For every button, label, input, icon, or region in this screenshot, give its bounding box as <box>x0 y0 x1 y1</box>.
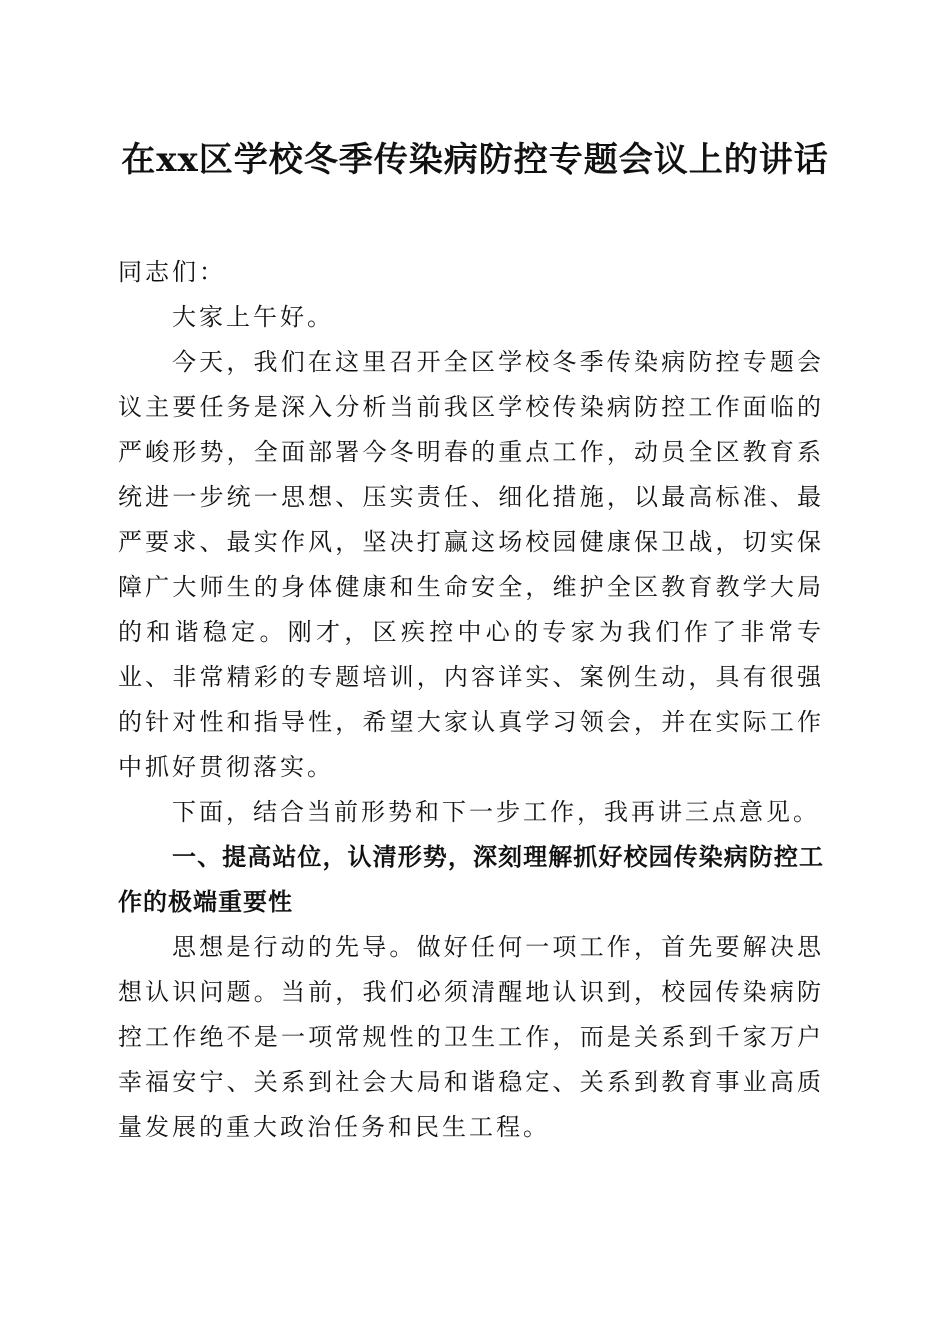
document-body <box>118 250 824 1150</box>
transition-paragraph: 下面，结合当前形势和下一步工作，我再讲三点意见。 <box>172 798 820 826</box>
greeting-paragraph: 大家上午好。 <box>172 303 334 331</box>
opening-paragraph: 今天，我们在这里召开全区学校冬季传染病防控专题会议主要任务是深入分析当前我区学校传染病防控工作面临的严峻形势，全面部署今冬明春的重点工作，动员全区教育系统进一步统一思想、压实责任、细化措施，以最高标准、最严要求、最实作风，坚决打赢这场校园健康保卫战，切实保障广大师生的身体健康和生命安全，维护全区教育教学大局的和谐稳定。刚才，区疾控中心的专家为我们作了非常专业、非常精彩的专题培训，内容详实、案例生动，具有很强的针对性和指导性，希望大家认真学习领会，并在实际工作中抓好贯彻落实。 <box>118 348 824 781</box>
document-title: 在xx区学校冬季传染病防控专题会议上的讲话 <box>121 140 829 180</box>
section-1-paragraph: 思想是行动的先导。做好任何一项工作，首先要解决思想认识问题。当前，我们必须清醒地认识到，校园传染病防控工作绝不是一项常规性的卫生工作，而是关系到千家万户幸福安宁、关系到社会大局和谐稳定、关系到教育事业高质量发展的重大政治任务和民生工程。 <box>118 933 824 1141</box>
section-heading-1: 一、提高站位，认清形势，深刻理解抓好校园传染病防控工作的极端重要性 <box>118 843 824 916</box>
salutation: 同志们： <box>118 258 226 286</box>
